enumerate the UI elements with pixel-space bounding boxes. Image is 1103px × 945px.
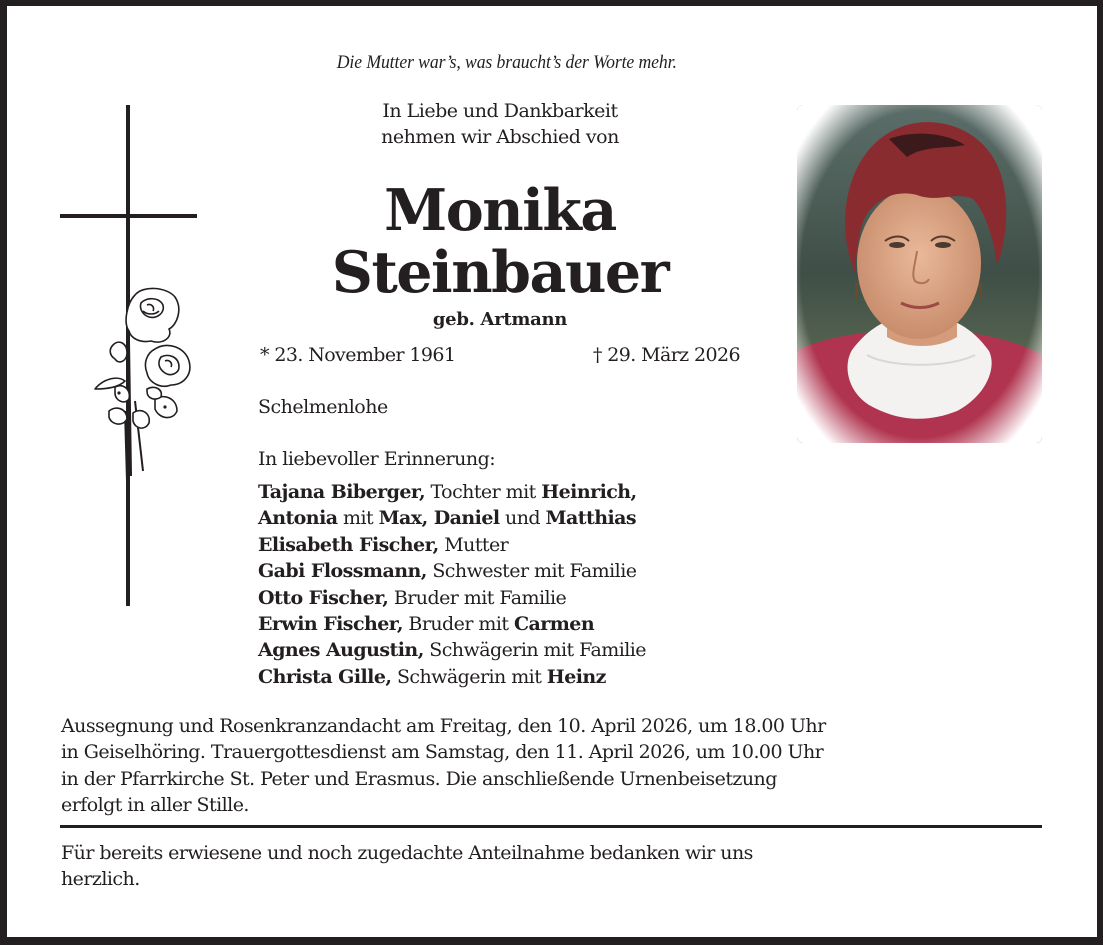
mourner-relation: Schwägerin mit Familie [423, 639, 646, 662]
mourner-name: Agnes Augustin, [258, 639, 424, 662]
mourners-list [258, 479, 646, 690]
mourner-line [258, 532, 646, 558]
memory-label: In liebevoller Erinnerung: [258, 448, 496, 470]
life-dates [260, 344, 740, 366]
mourner-line [258, 505, 646, 531]
mourner-relation: Bruder mit [402, 613, 514, 636]
mourner-relation: Bruder mit Familie [388, 586, 567, 609]
mourner-name: Carmen [513, 613, 595, 636]
mourner-relation: Schwägerin mit [391, 665, 547, 688]
mourner-name: Erwin Fischer, [258, 613, 403, 636]
thanks-line: Für bereits erwiesene und noch zugedachte Anteilnahme bedanken wir uns [61, 842, 753, 864]
mourner-name: Tajana Biberger, [258, 481, 426, 503]
birth-name: geb. Artmann [432, 309, 568, 330]
portrait-photo [797, 105, 1042, 443]
mourner-relation: Mutter [438, 533, 509, 556]
residence: Schelmenlohe [258, 396, 388, 418]
mourner-name: Gabi Flossmann, [258, 560, 427, 583]
announcement-line: erfolgt in aller Stille. [61, 794, 249, 817]
mourner-line [258, 664, 646, 690]
mourner-line [258, 558, 646, 584]
mourner-relation: Tochter mit [425, 481, 542, 503]
last-name: Steinbauer [331, 239, 669, 306]
roses-icon [85, 281, 195, 501]
intro-line: nehmen wir Abschied von [381, 126, 619, 148]
death-date: † 29. März 2026 [592, 344, 740, 366]
announcement-line: in Geiselhöring. Trauergottesdienst am Samstag, den 11. April 2026, um 10.00 Uhr [61, 741, 824, 764]
divider-rule [60, 825, 1042, 828]
announcement-line: Aussegnung und Rosenkranzandacht am Freitag, den 10. April 2026, um 18.00 Uhr [61, 715, 826, 737]
mourner-name: Matthias [545, 507, 637, 530]
cross-bar [60, 214, 197, 218]
mourner-line [258, 637, 646, 663]
mourner-relation: mit [337, 507, 379, 530]
mourner-name: Christa Gille, [258, 665, 392, 688]
birth-date: * 23. November 1961 [260, 344, 456, 366]
motto-quote: Die Mutter war’s, was braucht’s der Worte mehr. [336, 52, 677, 73]
mourner-name: Antonia [258, 507, 338, 530]
mourner-name: Heinrich, [541, 481, 637, 503]
mourner-name: Elisabeth Fischer, [258, 533, 439, 556]
mourner-line [258, 479, 646, 505]
announcement-line: in der Pfarrkirche St. Peter und Erasmus. Die anschließende Urnenbeisetzung [61, 767, 777, 790]
deceased-name [250, 177, 750, 306]
mourner-line [258, 585, 646, 611]
intro-text [250, 98, 750, 150]
mourner-relation: und [499, 507, 546, 530]
mourner-name: Max, Daniel [378, 507, 500, 530]
first-name: Monika [384, 177, 616, 244]
thanks-text [61, 840, 961, 893]
mourner-line [258, 611, 646, 637]
intro-line: In Liebe und Dankbarkeit [382, 100, 618, 122]
service-announcement [61, 713, 1041, 819]
mourner-relation: Schwester mit Familie [426, 560, 637, 583]
mourner-name: Heinz [546, 665, 606, 688]
mourner-name: Otto Fischer, [258, 586, 389, 609]
thanks-line: herzlich. [61, 868, 140, 891]
obituary-notice [7, 6, 1097, 937]
